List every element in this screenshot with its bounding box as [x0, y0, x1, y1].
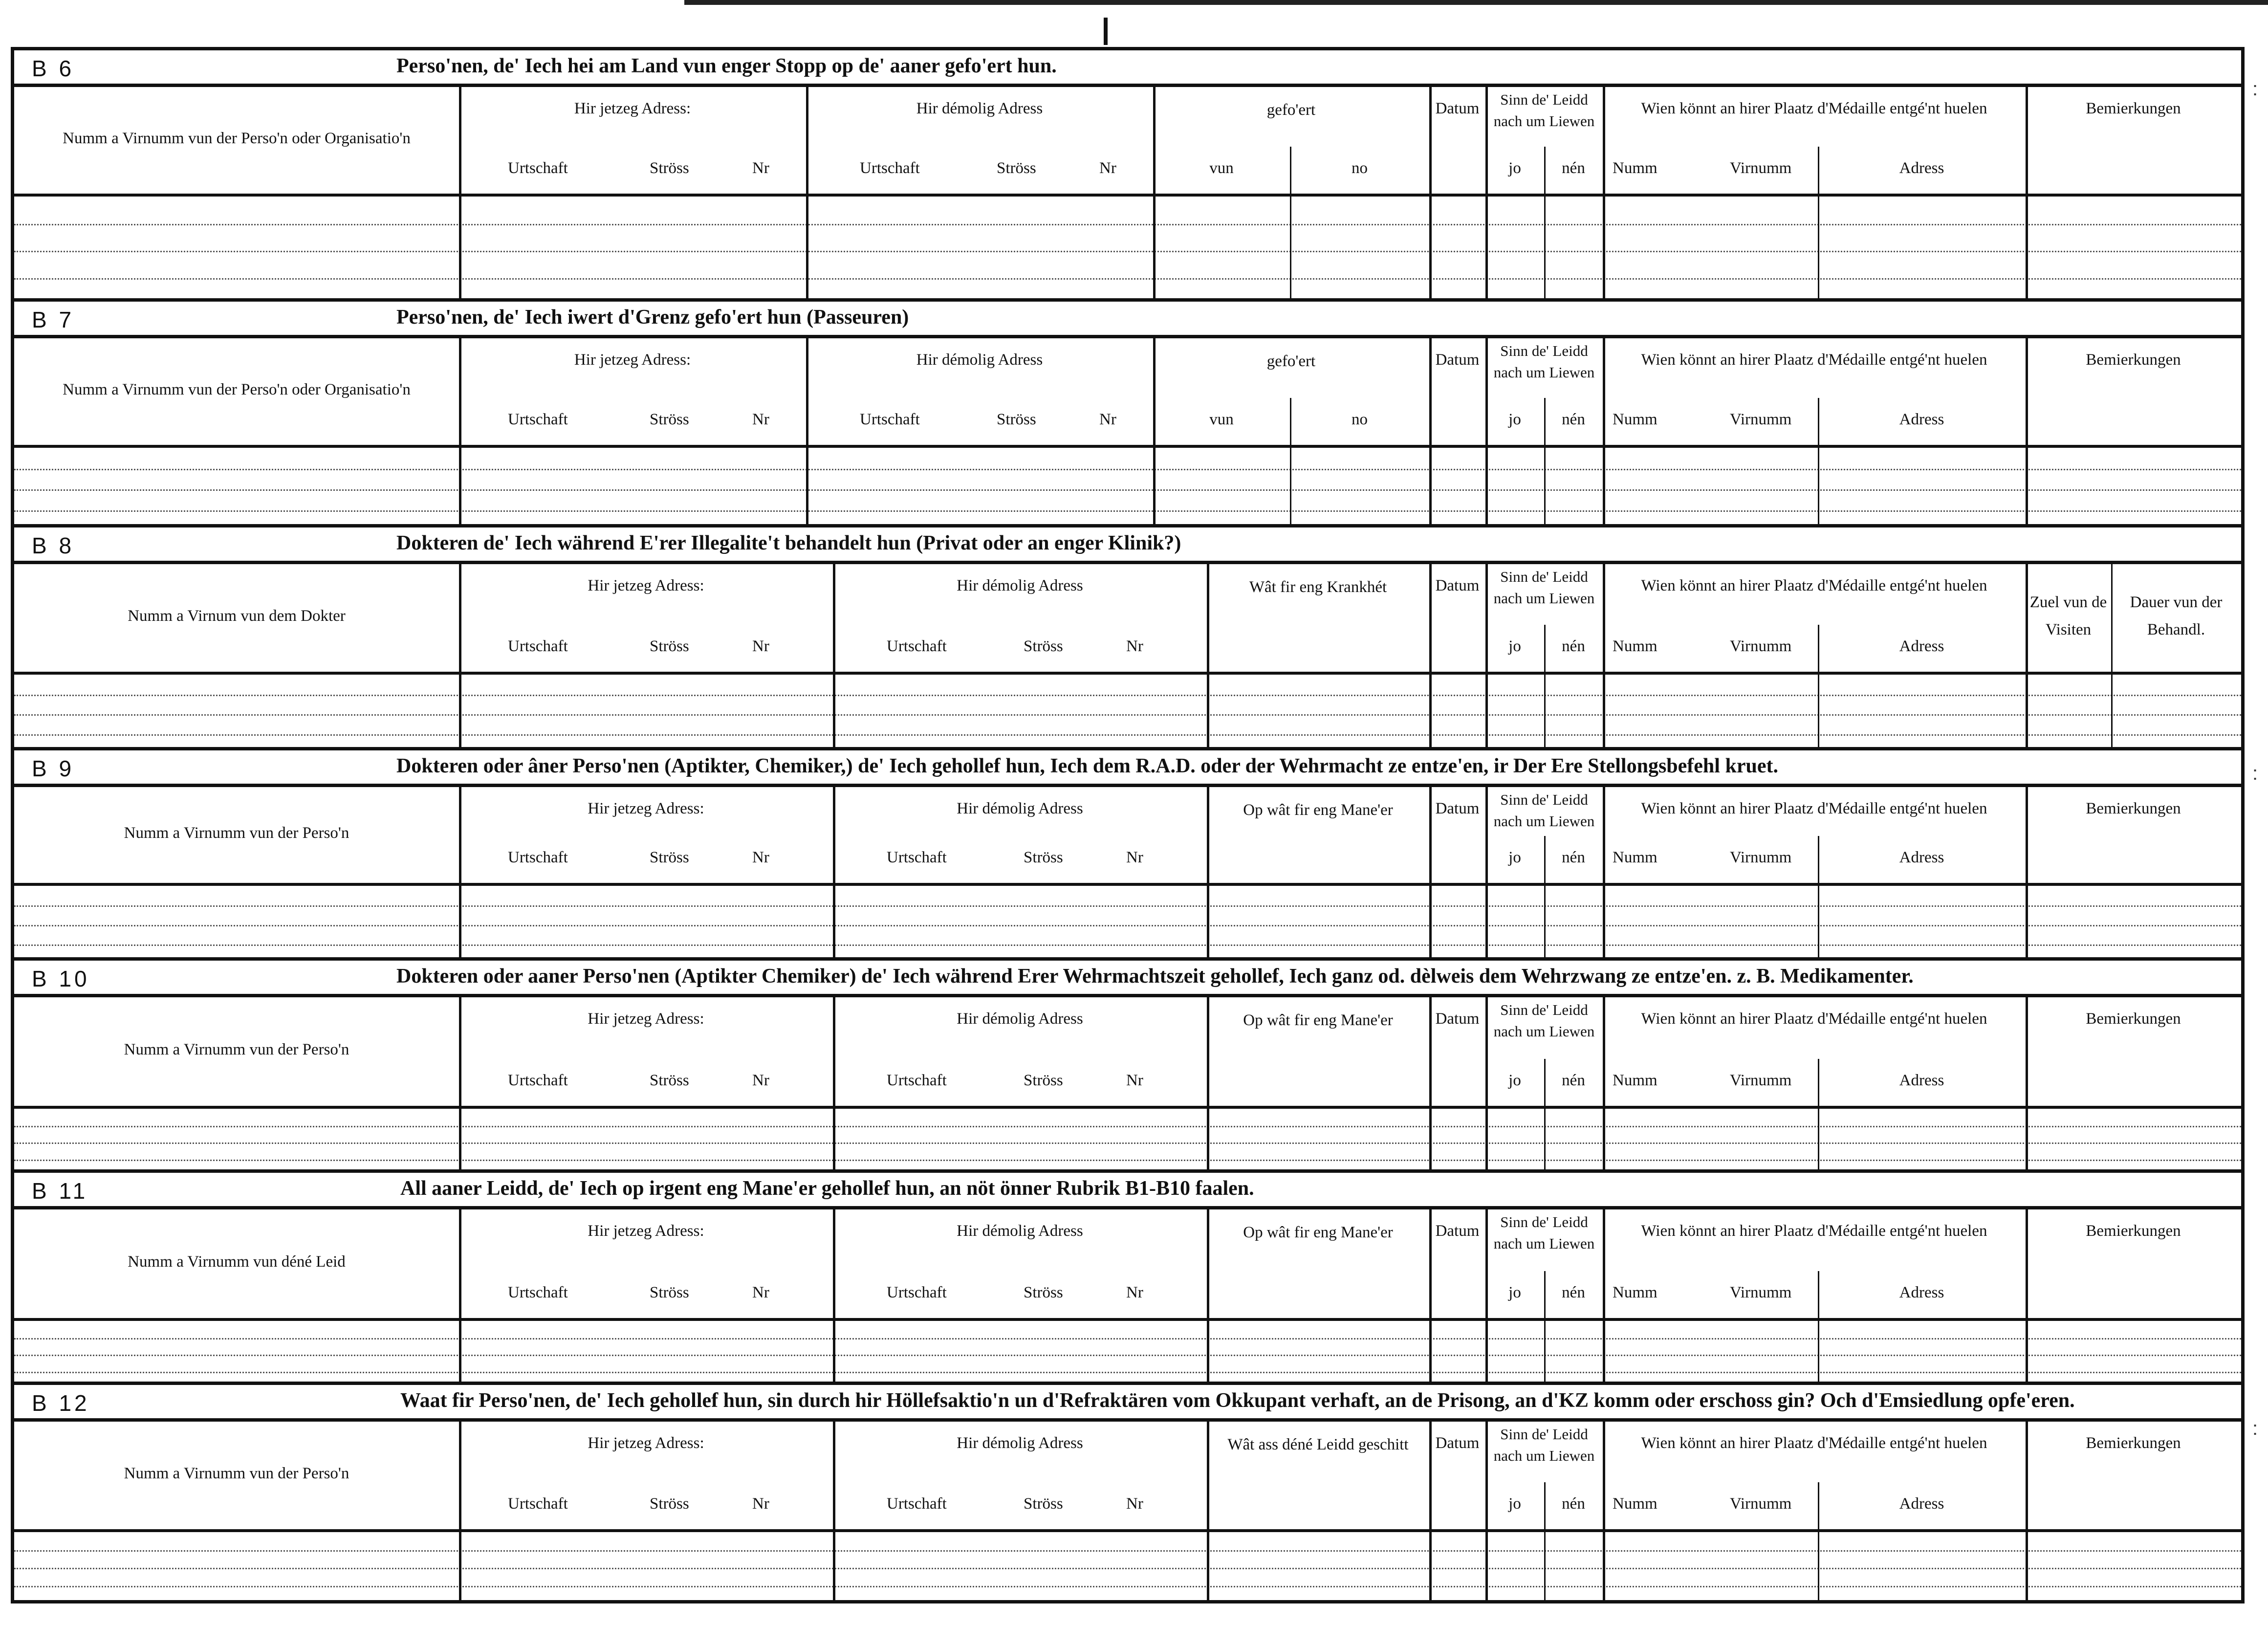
former-address-label: Hir démolig Adress	[916, 100, 1043, 117]
datum-label: Datum	[1435, 1222, 1480, 1240]
alive-label: Sinn de' Leidd nach um Liewen	[1493, 1213, 1595, 1252]
virnumm-label: Virnumm	[1730, 637, 1792, 655]
remarks-label: Bemierkungen	[2086, 100, 2181, 117]
nr-label: Nr	[752, 159, 769, 177]
nr-label: Nr	[1126, 637, 1143, 655]
column4-label: Wât fir eng Krankhét	[1249, 578, 1387, 596]
top-rule	[684, 0, 2268, 5]
medal-recipient-label: Wien könnt an hirer Plaatz d'Médaille entgé'nt huelen	[1641, 351, 1987, 369]
entry-line	[14, 1355, 2241, 1356]
to-label: no	[1352, 411, 1368, 428]
jo-label: jo	[1508, 159, 1521, 177]
urtschaft-label: Urtschaft	[887, 637, 947, 655]
former-address-label: Hir démolig Adress	[957, 800, 1083, 817]
current-address-label: Hir jetzeg Adress:	[588, 577, 704, 594]
former-address-label: Hir démolig Adress	[957, 1434, 1083, 1452]
margin-mark: :	[2252, 78, 2258, 100]
current-address-label: Hir jetzeg Adress:	[574, 100, 691, 117]
stross-label: Ströss	[997, 411, 1036, 428]
column-divider	[1603, 787, 1605, 957]
jo-label: jo	[1508, 849, 1521, 866]
entry-line	[14, 1142, 2241, 1144]
jo-label: jo	[1508, 1495, 1521, 1513]
stross-label: Ströss	[650, 411, 689, 428]
medal-recipient-label: Wien könnt an hirer Plaatz d'Médaille entgé'nt huelen	[1641, 1434, 1987, 1452]
section-body	[14, 784, 2241, 957]
nen-label: nén	[1562, 1495, 1585, 1513]
nen-label: nén	[1562, 849, 1585, 866]
urtschaft-label: Urtschaft	[860, 411, 920, 428]
former-address-label: Hir démolig Adress	[916, 351, 1043, 369]
section-header	[14, 302, 2241, 335]
column-divider	[1603, 564, 1605, 747]
column-divider	[2026, 87, 2028, 298]
form-table	[11, 47, 2245, 1603]
entry-line	[14, 925, 2241, 926]
datum-label: Datum	[1435, 577, 1480, 594]
alive-label: Sinn de' Leidd nach um Liewen	[1493, 1001, 1595, 1040]
nr-label: Nr	[1099, 411, 1116, 428]
adress-label: Adress	[1899, 849, 1944, 866]
margin-mark: :	[2252, 763, 2258, 784]
jo-label: jo	[1508, 637, 1521, 655]
section-body	[14, 994, 2241, 1169]
column4-label: gefo'ert	[1266, 101, 1316, 119]
section-body	[14, 561, 2241, 747]
numm-label: Numm	[1613, 159, 1657, 177]
urtschaft-label: Urtschaft	[508, 1495, 568, 1513]
section-title: Perso'nen, de' Iech iwert d'Grenz gefo'ert hun (Passeuren)	[396, 306, 909, 329]
section-header	[14, 750, 2241, 784]
column4-label: Op wât fir eng Mane'er	[1243, 1011, 1393, 1029]
urtschaft-label: Urtschaft	[887, 1072, 947, 1089]
top-tick-mark	[1104, 18, 1108, 45]
virnumm-label: Virnumm	[1730, 1495, 1792, 1513]
nr-label: Nr	[1126, 1495, 1143, 1513]
section-b6	[14, 50, 2241, 302]
column-divider	[1429, 87, 1432, 298]
datum-label: Datum	[1435, 100, 1480, 117]
column-divider	[1485, 564, 1488, 747]
adress-label: Adress	[1899, 1284, 1944, 1301]
name-column-label: Numm a Virnumm vun der Perso'n	[124, 824, 349, 842]
virnumm-label: Virnumm	[1730, 159, 1792, 177]
entry-line	[14, 1338, 2241, 1340]
nr-label: Nr	[1126, 1072, 1143, 1089]
virnumm-label: Virnumm	[1730, 1284, 1792, 1301]
entry-line	[14, 1550, 2241, 1552]
column-divider	[1603, 1209, 1605, 1382]
column4-label: Op wât fir eng Mane'er	[1243, 801, 1393, 819]
section-header	[14, 1385, 2241, 1418]
section-title: Dokteren oder âner Perso'nen (Aptikter, Chemiker,) de' Iech gehollef hun, Iech dem R.A.D. oder der Wehrmacht ze entze'en, ir Der Ere Stellongsbefehl kruet.	[396, 755, 1778, 777]
urtschaft-label: Urtschaft	[508, 411, 568, 428]
column-divider	[1603, 338, 1605, 524]
column4-label: Wât ass déné Leidd geschitt	[1227, 1436, 1409, 1453]
name-column-label: Numm a Virnumm vun der Perso'n oder Organisatio'n	[63, 381, 411, 398]
medal-recipient-label: Wien könnt an hirer Plaatz d'Médaille entgé'nt huelen	[1641, 1010, 1987, 1028]
numm-label: Numm	[1613, 849, 1657, 866]
entry-line	[14, 905, 2241, 907]
section-code: B 12	[32, 1390, 90, 1416]
entry-line	[14, 469, 2241, 470]
nr-label: Nr	[752, 1284, 769, 1301]
margin-mark: :	[2252, 1418, 2258, 1439]
stross-label: Ströss	[1024, 1495, 1063, 1513]
section-header	[14, 527, 2241, 561]
column-divider	[1603, 997, 1605, 1169]
section-title: Waat fir Perso'nen, de' Iech gehollef hun, sin durch hir Höllefsaktio'n un d'Refraktären vom Okkupant verhaft, an de Prisong, an d'KZ komm oder erschoss gin? Och d'Emsiedlung opfe'eren.	[400, 1389, 2075, 1412]
section-code: B 6	[32, 56, 75, 81]
virnumm-label: Virnumm	[1730, 1072, 1792, 1089]
stross-label: Ströss	[650, 849, 689, 866]
remarks-label: Bemierkungen	[2086, 1010, 2181, 1028]
entry-line	[14, 1126, 2241, 1127]
section-b10	[14, 961, 2241, 1173]
entry-line	[14, 251, 2241, 252]
section-b12	[14, 1385, 2241, 1600]
section-b8	[14, 527, 2241, 750]
stross-label: Ströss	[650, 1072, 689, 1089]
current-address-label: Hir jetzeg Adress:	[588, 800, 704, 817]
jo-label: jo	[1508, 411, 1521, 428]
datum-label: Datum	[1435, 800, 1480, 817]
numm-label: Numm	[1613, 1072, 1657, 1089]
nr-label: Nr	[752, 411, 769, 428]
section-b11	[14, 1173, 2241, 1385]
section-body	[14, 84, 2241, 298]
adress-label: Adress	[1899, 1495, 1944, 1513]
virnumm-label: Virnumm	[1730, 849, 1792, 866]
nr-label: Nr	[752, 1072, 769, 1089]
adress-label: Adress	[1899, 411, 1944, 428]
to-label: no	[1352, 159, 1368, 177]
from-label: vun	[1209, 159, 1234, 177]
entry-line	[14, 224, 2241, 225]
alive-label: Sinn de' Leidd nach um Liewen	[1493, 1426, 1595, 1464]
urtschaft-label: Urtschaft	[887, 1495, 947, 1513]
alive-label: Sinn de' Leidd nach um Liewen	[1493, 342, 1595, 381]
nen-label: nén	[1562, 1284, 1585, 1301]
section-b7	[14, 302, 2241, 527]
remarks-label: Bemierkungen	[2086, 1434, 2181, 1452]
numm-label: Numm	[1613, 411, 1657, 428]
entry-line	[14, 510, 2241, 512]
urtschaft-label: Urtschaft	[508, 1072, 568, 1089]
nr-label: Nr	[752, 637, 769, 655]
section-code: B 7	[32, 307, 75, 332]
stross-label: Ströss	[650, 159, 689, 177]
visits-label: Zuel vun de Visiten	[2029, 593, 2107, 638]
column-divider	[806, 87, 808, 298]
datum-label: Datum	[1435, 1010, 1480, 1028]
name-column-label: Numm a Virnum vun dem Dokter	[128, 607, 346, 625]
column-divider	[1485, 87, 1488, 298]
urtschaft-label: Urtschaft	[860, 159, 920, 177]
numm-label: Numm	[1613, 637, 1657, 655]
column4-label: gefo'ert	[1266, 352, 1316, 370]
urtschaft-label: Urtschaft	[887, 849, 947, 866]
datum-label: Datum	[1435, 351, 1480, 369]
section-code: B 10	[32, 966, 90, 991]
stross-label: Ströss	[650, 637, 689, 655]
entry-line	[14, 714, 2241, 716]
nen-label: nén	[1562, 159, 1585, 177]
alive-label: Sinn de' Leidd nach um Liewen	[1493, 791, 1595, 830]
urtschaft-label: Urtschaft	[887, 1284, 947, 1301]
current-address-label: Hir jetzeg Adress:	[588, 1222, 704, 1240]
section-body	[14, 1206, 2241, 1382]
datum-label: Datum	[1435, 1434, 1480, 1452]
former-address-label: Hir démolig Adress	[957, 1010, 1083, 1028]
section-title: Dokteren de' Iech während E'rer Illegalite't behandelt hun (Privat oder an enger Klinik?)	[396, 532, 1181, 554]
medal-recipient-label: Wien könnt an hirer Plaatz d'Médaille entgé'nt huelen	[1641, 800, 1987, 817]
urtschaft-label: Urtschaft	[508, 159, 568, 177]
alive-label: Sinn de' Leidd nach um Liewen	[1493, 568, 1595, 607]
jo-label: jo	[1508, 1072, 1521, 1089]
column-divider	[1603, 1422, 1605, 1600]
section-title: All aaner Leidd, de' Iech op irgent eng Mane'er gehollef hun, an nöt önner Rubrik B1-B10 faalen.	[400, 1177, 1254, 1200]
urtschaft-label: Urtschaft	[508, 1284, 568, 1301]
numm-label: Numm	[1613, 1284, 1657, 1301]
stross-label: Ströss	[1024, 849, 1063, 866]
entry-line	[14, 1586, 2241, 1587]
entry-line	[14, 278, 2241, 280]
entry-line	[14, 1160, 2241, 1161]
entry-line	[14, 489, 2241, 491]
medal-recipient-label: Wien könnt an hirer Plaatz d'Médaille entgé'nt huelen	[1641, 1222, 1987, 1240]
nr-label: Nr	[1099, 159, 1116, 177]
former-address-label: Hir démolig Adress	[957, 1222, 1083, 1240]
section-code: B 11	[32, 1178, 88, 1204]
stross-label: Ströss	[1024, 1072, 1063, 1089]
adress-label: Adress	[1899, 1072, 1944, 1089]
column-divider	[1485, 338, 1488, 524]
numm-label: Numm	[1613, 1495, 1657, 1513]
former-address-label: Hir démolig Adress	[957, 577, 1083, 594]
remarks-label: Bemierkungen	[2086, 1222, 2181, 1240]
section-header	[14, 1173, 2241, 1206]
section-code: B 9	[32, 756, 75, 781]
column-divider	[1603, 87, 1605, 298]
stross-label: Ströss	[1024, 637, 1063, 655]
remarks-label: Bemierkungen	[2086, 351, 2181, 369]
name-column-label: Numm a Virnumm vun der Perso'n	[124, 1465, 349, 1482]
section-header	[14, 50, 2241, 84]
from-label: vun	[1209, 411, 1234, 428]
section-header	[14, 961, 2241, 994]
adress-label: Adress	[1899, 159, 1944, 177]
entry-line	[14, 1568, 2241, 1569]
medal-recipient-label: Wien könnt an hirer Plaatz d'Médaille entgé'nt huelen	[1641, 577, 1987, 594]
current-address-label: Hir jetzeg Adress:	[588, 1010, 704, 1028]
adress-label: Adress	[1899, 637, 1944, 655]
virnumm-label: Virnumm	[1730, 411, 1792, 428]
current-address-label: Hir jetzeg Adress:	[588, 1434, 704, 1452]
section-body	[14, 335, 2241, 524]
section-b9	[14, 750, 2241, 961]
name-column-label: Numm a Virnumm vun der Perso'n oder Organisatio'n	[63, 130, 411, 147]
nen-label: nén	[1562, 637, 1585, 655]
section-title: Perso'nen, de' Iech hei am Land vun enger Stopp op de' aaner gefo'ert hun.	[396, 55, 1057, 77]
entry-line	[14, 944, 2241, 946]
nr-label: Nr	[752, 1495, 769, 1513]
medal-recipient-label: Wien könnt an hirer Plaatz d'Médaille entgé'nt huelen	[1641, 100, 1987, 117]
nen-label: nén	[1562, 411, 1585, 428]
alive-label: Sinn de' Leidd nach um Liewen	[1493, 91, 1595, 130]
remarks-label: Bemierkungen	[2086, 800, 2181, 817]
nr-label: Nr	[1126, 849, 1143, 866]
section-title: Dokteren oder aaner Perso'nen (Aptikter Chemiker) de' Iech während Erer Wehrmachtszeit gehollef, Iech ganz od. dèlweis dem Wehrzwang ze entze'en. z. B. Medikamenter.	[396, 965, 1914, 988]
nr-label: Nr	[1126, 1284, 1143, 1301]
column-divider	[1485, 787, 1488, 957]
stross-label: Ströss	[997, 159, 1036, 177]
urtschaft-label: Urtschaft	[508, 849, 568, 866]
nen-label: nén	[1562, 1072, 1585, 1089]
entry-line	[14, 1372, 2241, 1373]
stross-label: Ströss	[650, 1495, 689, 1513]
urtschaft-label: Urtschaft	[508, 637, 568, 655]
section-code: B 8	[32, 533, 75, 558]
entry-line	[14, 695, 2241, 696]
name-column-label: Numm a Virnumm vun der Perso'n	[124, 1041, 349, 1058]
current-address-label: Hir jetzeg Adress:	[574, 351, 691, 369]
entry-line	[14, 734, 2241, 736]
nr-label: Nr	[752, 849, 769, 866]
stross-label: Ströss	[650, 1284, 689, 1301]
stross-label: Ströss	[1024, 1284, 1063, 1301]
name-column-label: Numm a Virnumm vun déné Leid	[128, 1253, 346, 1271]
column4-label: Op wât fir eng Mane'er	[1243, 1224, 1393, 1241]
column-divider	[459, 87, 461, 298]
treatment-duration-label: Dauer vun der Behandl.	[2130, 593, 2223, 638]
section-body	[14, 1418, 2241, 1600]
jo-label: jo	[1508, 1284, 1521, 1301]
